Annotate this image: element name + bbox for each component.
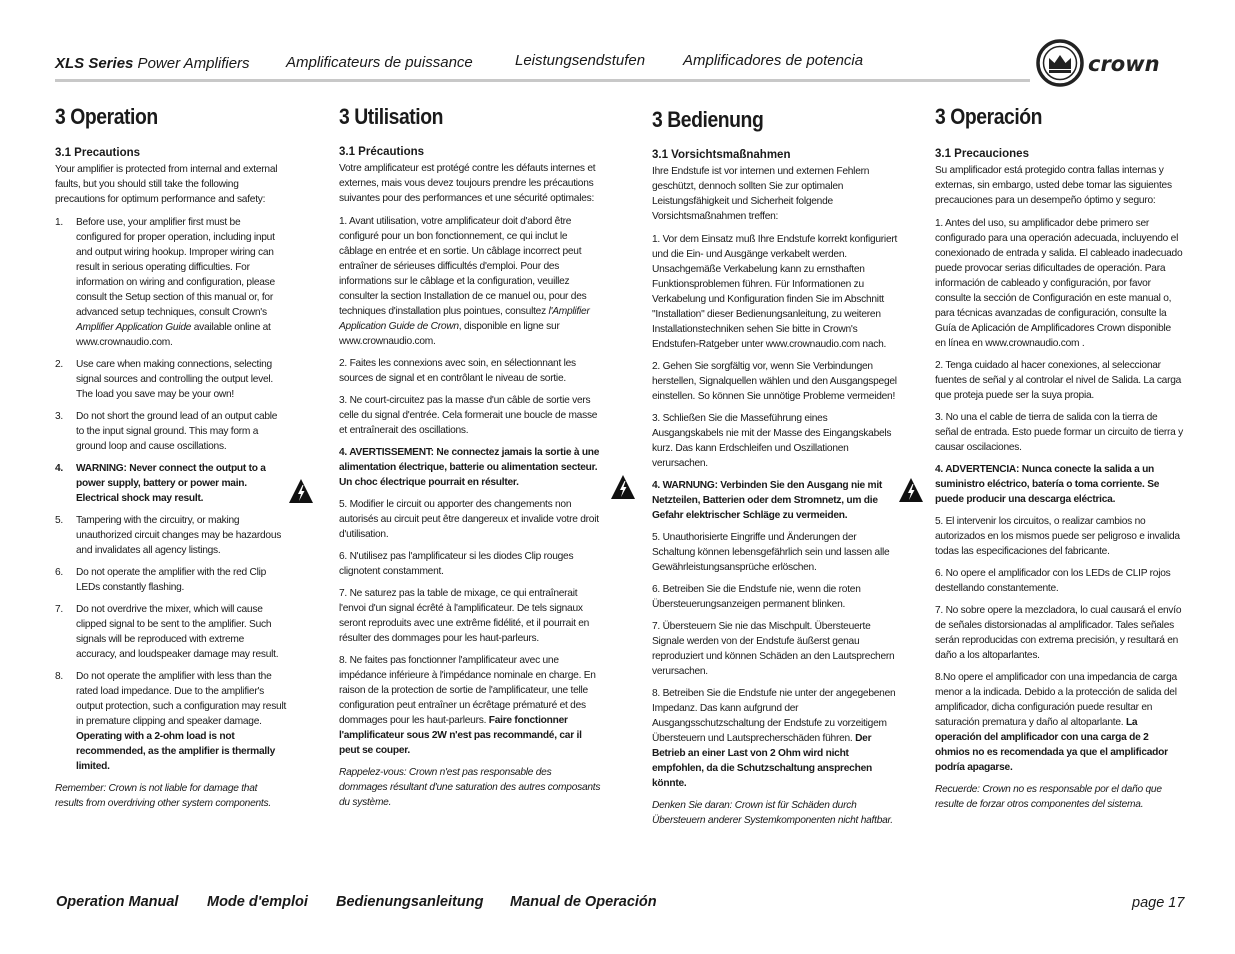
list-item: 7. No sobre opere la mezcladora, lo cual causará el envío de señales distorsionadas al amplificador. Tales señales serán reproducidas con extrema precisión, y resultará en daño a los altoparlantes. — [935, 605, 1182, 661]
intro-text: Your amplifier is protected from internal and external faults, but you should still take the following precautions for optimum performance and safety: — [55, 164, 278, 205]
item-text: Do not overdrive the mixer, which will cause clipped signal to be sent to the amplifier. Such signals will be reproduced with extreme accuracy, and loudspeaker damage may result. — [76, 604, 279, 660]
footer-es: Manual de Operación — [510, 894, 657, 910]
footnote: Rappelez-vous: Crown n'est pas responsable des dommages résultant d'une saturation des autres composants du système. — [339, 767, 601, 808]
item-text: available online at www.crownaudio.com. — [76, 322, 271, 348]
intro-text: Votre amplificateur est protégé contre les défauts internes et externes, mais vous devez toujours prendre les précautions suivantes pour des performances et une sécurité optimales: — [339, 163, 596, 204]
subsection-title: 3.1 Precautions — [55, 147, 141, 159]
list-item — [652, 686, 900, 791]
list-item-warning — [55, 461, 287, 506]
header-series — [55, 55, 250, 72]
list-item: 5. El intervenir los circuitos, o realizar cambios no autorizados en los mismos puede ser peligroso e invalida todas las especificaciones del fabricante. — [935, 516, 1180, 557]
list-item — [339, 653, 601, 758]
item-text: 8. Betreiben Sie die Endstufe nie unter der angegebenen Impedanz. Das kann aufgrund der Ausgangsschutzschaltung der Endstufe zu vorzeitigem Übersteuern und Lautsprecherschäden führen. — [652, 688, 896, 744]
intro-text: Ihre Endstufe ist vor internen und externen Fehlern geschützt, dennoch sollten Sie zur optimalen Leistungsfähigkeit und Sicherheit folgende Vorsichtsmaßnahmen treffen: — [652, 166, 870, 222]
item-text: Use care when making connections, selecting signal sources and controlling the output level. The load you save may be your own! — [76, 359, 273, 400]
item-number: 2. — [55, 359, 63, 370]
electric-shock-warning-icon — [898, 477, 924, 503]
list-item — [55, 565, 287, 595]
item-text-bold: La operación del amplificador con una carga de 2 ohmios no es recomendada ya que el amplificador podría apagarse. — [935, 717, 1168, 773]
list-item-warning: 4. ADVERTENCIA: Nunca conecte la salida a un suministro eléctrico, batería o toma corriente. Se puede producir una descarga eléctrica. — [935, 464, 1160, 505]
list-item: 7. Übersteuern Sie nie das Mischpult. Übersteuerte Signale werden von der Endstufe äußerst genau reproduziert und können Schäden an den Lautsprechern verursachen. — [652, 621, 895, 677]
item-text: 1. Avant utilisation, votre amplificateur doit d'abord être configuré pour un bon fonctionnement, ce qui inclut le câblage en entrée et en sortie. Un câblage incorrect peut entraîner de sérieuses difficultés d'emploi. Pour des informations sur le câblage et la configuration, veuillez consulter la section Installation de ce manuel ou, pour des techniques d'installation plus pointues, consultez — [339, 216, 587, 317]
list-item-warning: 4. AVERTISSEMENT: Ne connectez jamais la sortie à une alimentation électrique, batterie ou alimentation secteur. Un choc électrique pourrait en résulter. — [339, 447, 600, 488]
footnote: Denken Sie daran: Crown ist für Schäden durch Übersteuern anderer Systemkomponenten nicht haftbar. — [652, 800, 893, 826]
header-rule — [55, 79, 1030, 82]
electric-shock-warning-icon — [610, 474, 636, 500]
list-item: 1. Antes del uso, su amplificador debe primero ser configurado para una operación adecuada, incluyendo el conexionado de entrada y salida. El cableado inadecuado puede provocar serias dificultades de operación. Para información de cableado y configuración, por favor consulte la sección de Configuración en este manual o, para técnicas avanzadas de configuración, consulte la Guía de Aplicación de Amplificadores Crown disponible en línea en www.crownaudio.com . — [935, 218, 1183, 349]
guide-title: Amplifier Application Guide — [76, 322, 192, 333]
footer-fr: Mode d'emploi — [207, 894, 308, 910]
list-item — [55, 513, 287, 558]
column-spanish — [935, 104, 1183, 812]
list-item: 5. Modifier le circuit ou apporter des changements non autorisés au circuit peut être dangereux et invalide votre droit d'utilisation. — [339, 499, 599, 540]
item-text: Tampering with the circuitry, or making unauthorized circuit changes may be hazardous and invalidates all agency listings. — [76, 515, 282, 556]
list-item: 3. Schließen Sie die Masseführung eines Ausgangskabels nie mit der Masse des Eingangskabels kurz. Das kann Erdschleifen und Oszillationen verursachen. — [652, 413, 892, 469]
section-title: 3 Operación — [935, 104, 1043, 129]
item-text-bold: Faire fonctionner l'amplificateur sous 2W n'est pas recommandé, car il peut se couper. — [339, 715, 582, 756]
brand-wordmark: crown — [1088, 52, 1160, 76]
item-text-bold: Der Betrieb an einer Last von 2 Ohm wird nicht empfohlen, da die Schutzschaltung ansprechen könnte. — [652, 733, 872, 789]
list-item: 6. N'utilisez pas l'amplificateur si les diodes Clip rouges clignotent constamment. — [339, 551, 574, 577]
item-text-bold: Operating with a 2-ohm load is not recommended, as the amplifier is thermally limited. — [76, 731, 275, 772]
electric-shock-warning-icon — [288, 478, 314, 504]
list-item: 3. Ne court-circuitez pas la masse d'un câble de sortie vers celle du signal d'entrée. Cela formerait une boucle de masse et entraînerait des oscillations. — [339, 395, 598, 436]
item-text: Do not operate the amplifier with the red Clip LEDs constantly flashing. — [76, 567, 267, 593]
section-title: 3 Bedienung — [652, 107, 764, 132]
list-item — [55, 669, 287, 774]
header-series-bold: XLS Series — [55, 55, 134, 72]
list-item: 6. Betreiben Sie die Endstufe nie, wenn die roten Übersteuerungsanzeigen permanent blinken. — [652, 584, 861, 610]
list-item — [935, 670, 1183, 775]
list-item — [55, 215, 287, 350]
list-item-warning: 4. WARNUNG: Verbinden Sie den Ausgang nie mit Netzteilen, Batterien oder dem Stromnetz, um die Gefahr elektrischer Schläge zu vermeiden. — [652, 480, 883, 521]
item-text: WARNING: Never connect the output to a power supply, battery or power main. Electrical shock may result. — [76, 463, 266, 504]
item-number: 6. — [55, 567, 63, 578]
page-number: page 17 — [1132, 895, 1185, 911]
subsection-title: 3.1 Vorsichtsmaßnahmen — [652, 149, 791, 161]
item-number: 1. — [55, 217, 63, 228]
list-item: 7. Ne saturez pas la table de mixage, ce qui entraînerait l'envoi d'un signal écrêté à l'amplificateur. De tels signaux seront reproduits avec une extrême fidélité, et il pourrait en résulter des dommages pour les haut-parleurs. — [339, 588, 590, 644]
item-text: Before use, your amplifier first must be configured for proper operation, including input and output wiring hookup. Improper wiring can result in serious operating difficulties. For information on wiring and configuration, please consult the Setup section of this manual or, for advanced setup techniques, consult Crown's — [76, 217, 275, 318]
column-french — [339, 104, 601, 810]
list-item: 2. Faites les connexions avec soin, en sélectionnant les sources de signal et en contrôlant le niveau de sortie. — [339, 358, 576, 384]
column-english — [55, 104, 287, 811]
item-number: 3. — [55, 411, 63, 422]
subsection-title: 3.1 Precauciones — [935, 148, 1029, 160]
list-item: 1. Vor dem Einsatz muß Ihre Endstufe korrekt konfiguriert und die Ein- und Ausgänge verkabelt werden. Unsachgemäße Verkabelung kann zu ernsthaften Funktionsproblemen führen. Für Informationen zu Verkabelung und Konfiguration finden Sie im Abschnitt "Installation" dieser Bedienungsanleitung, zu weiteren Installationstechniken sehen Sie bitte in Crown's Endstufen-Ratgeber unter www.crownaudio.com nach. — [652, 234, 898, 350]
footnote: Recuerde: Crown no es responsable por el daño que resulte de forzar otros componentes del sistema. — [935, 784, 1162, 810]
footer-en: Operation Manual — [56, 894, 179, 910]
list-item: 2. Tenga cuidado al hacer conexiones, al seleccionar fuentes de señal y al controlar el nivel de Salida. La carga que proteja puede ser la suya propia. — [935, 360, 1182, 401]
header-de: Leistungsendstufen — [515, 52, 646, 69]
column-german — [652, 104, 900, 828]
list-item: 5. Unauthorisierte Eingriffe und Änderungen der Schaltung können lebensgefährlich sein und lassen alle Gewährleistungsansprüche erlöschen. — [652, 532, 890, 573]
crown-logo — [1036, 39, 1186, 87]
intro-text: Su amplificador está protegido contra fallas internas y externas, sin embargo, usted debe tomar las siguientes precauciones para un desempeño óptimo y seguro: — [935, 165, 1172, 206]
list-item — [339, 214, 601, 349]
header-fr: Amplificateurs de puissance — [286, 54, 473, 71]
item-number: 8. — [55, 671, 63, 682]
section-title: 3 Operation — [55, 104, 158, 129]
list-item: 6. No opere el amplificador con los LEDs de CLIP rojos destellando constantemente. — [935, 568, 1171, 594]
list-item — [55, 357, 287, 402]
item-text: Do not operate the amplifier with less than the rated load impedance. Due to the amplifier's output protection, such a configuration may result in premature clipping and speaker damage. — [76, 671, 287, 727]
list-item — [55, 602, 287, 662]
guide-title: l'Amplifier Application Guide de Crown — [339, 306, 590, 332]
item-number: 5. — [55, 515, 63, 526]
item-text: 8.No opere el amplificador con una impedancia de carga menor a la indicada. Debido a la protección de salida del amplificador, dicha configuración puede resultar en saturación prematura y daño al altoparlante. — [935, 672, 1177, 728]
footnote: Remember: Crown is not liable for damage that results from overdriving other system components. — [55, 783, 271, 809]
item-text: , disponible en ligne sur www.crownaudio.com. — [339, 321, 560, 347]
item-number: 7. — [55, 604, 63, 615]
section-title: 3 Utilisation — [339, 104, 444, 129]
item-text: 8. Ne faites pas fonctionner l'amplificateur avec une impédance inférieure à l'impédance nominale en charge. En raison de la protection de sortie de l'amplificateur, une telle configuration peut entraîner un écrêtage prématuré et des dommages pour les haut-parleurs. — [339, 655, 596, 726]
list-item — [55, 409, 287, 454]
item-text: Do not short the ground lead of an output cable to the input signal ground. This may form a ground loop and cause oscillations. — [76, 411, 278, 452]
footer-de: Bedienungsanleitung — [336, 894, 484, 910]
header-es: Amplificadores de potencia — [683, 52, 864, 69]
list-item: 3. No una el cable de tierra de salida con la tierra de señal de entrada. Esto puede formar un circuito de tierra y causar oscilaciones. — [935, 412, 1184, 453]
list-item: 2. Gehen Sie sorgfältig vor, wenn Sie Verbindungen herstellen, Signalquellen wählen und den Ausgangspegel einstellen. So können Sie unnötige Probleme vermeiden! — [652, 361, 897, 402]
subsection-title: 3.1 Précautions — [339, 146, 425, 158]
header-series-rest: Power Amplifiers — [133, 55, 250, 72]
item-number: 4. — [55, 463, 63, 474]
